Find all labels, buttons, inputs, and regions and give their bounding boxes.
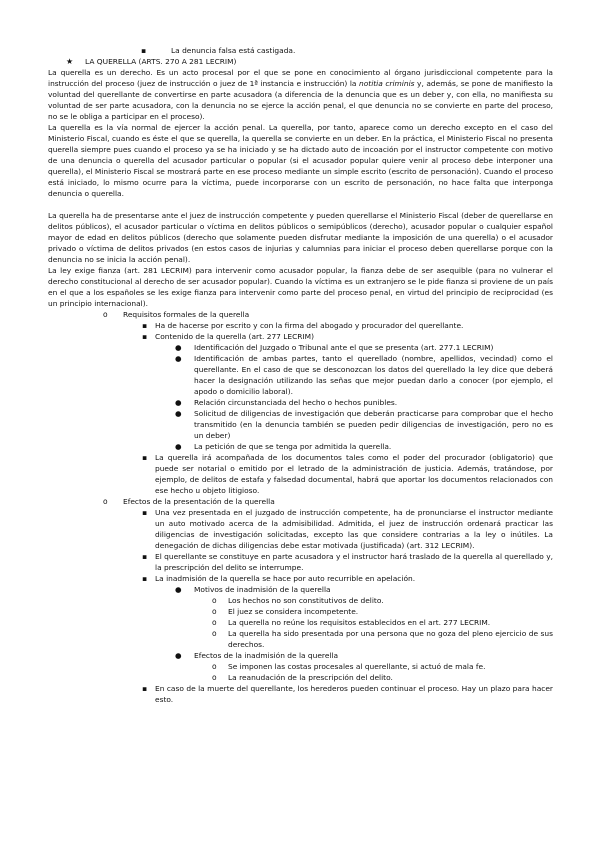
paragraph: La ley exige fianza (art. 281 LECRIM) para intervenir como acusador popular, la fianza debe de ser asequible (para no vulnerar el derecho constitucional al derecho de ser acusador popular). Cuando la víctima es un extranjero se le pide fianza si proviene de un país en el que a los españoles se les exige fianza para intervenir como parte del proceso penal, en virtud del principio de reciprocidad (es un principio internacional). — [48, 266, 553, 308]
circle-bullet-icon: o — [212, 662, 217, 671]
list-item — [48, 595, 553, 606]
square-bullet-icon: ▪ — [142, 321, 148, 330]
list-item — [48, 408, 553, 441]
square-bullet-icon: ▪ — [142, 552, 148, 561]
subsection-title: Efectos de la inadmisión de la querella — [194, 651, 339, 660]
list-item — [48, 342, 553, 353]
list-item — [48, 507, 553, 551]
list-item — [48, 45, 553, 56]
dot-bullet-icon: ● — [175, 651, 182, 660]
circle-bullet-icon: o — [212, 607, 217, 616]
list-item — [48, 606, 553, 617]
circle-bullet-icon: o — [212, 618, 217, 627]
section-title: Efectos de la presentación de la querella — [123, 497, 275, 506]
list-item — [48, 672, 553, 683]
subsection-title: Motivos de inadmisión de la querella — [194, 585, 331, 594]
list-item — [48, 573, 553, 584]
dot-bullet-icon: ● — [175, 585, 182, 594]
section-title: Requisitos formales de la querella — [123, 310, 250, 319]
list-item-text: Se imponen las costas procesales al querellante, si actuó de mala fe. — [228, 662, 486, 671]
paragraph — [48, 67, 553, 122]
square-bullet-icon: ▪ — [141, 46, 147, 55]
list-item — [48, 551, 553, 573]
list-item — [48, 320, 553, 331]
list-item-text: Ha de hacerse por escrito y con la firma del abogado y procurador del querellante. — [155, 321, 464, 330]
paragraph-text: y, además, se pone de manifiesto la voluntad del querellante de convertirse en parte acusadora (a diferencia de la denuncia que es un deber y, con ella, no manifiesta su voluntad de ser parte acusadora, con la denuncia no se ejerce la acción penal, el que denuncia no se convierte en parte del proceso, no se le obliga a participar en el proceso). — [48, 79, 553, 121]
list-item-text: Relación circunstanciada del hecho o hechos punibles. — [194, 398, 398, 407]
dot-bullet-icon: ● — [175, 409, 182, 418]
square-bullet-icon: ▪ — [142, 508, 148, 517]
paragraph: La querella ha de presentarse ante el juez de instrucción competente y pueden querellarse el Ministerio Fiscal (deber de querellarse en delitos públicos), el acusador particular o víctima en delitos públicos o semipúblicos (derecho), acusador popular o cualquier español mayor de edad en delitos públicos (derecho que solamente pueden disfrutar mediante la imposición de una querella) o el acusador privado o víctima de delitos privados (en estos casos de injurias y calumnias para iniciar el proceso deben querellarse porque con la denuncia no se inicia la acción penal). — [48, 211, 554, 264]
list-item — [48, 397, 553, 408]
dot-bullet-icon: ● — [175, 398, 182, 407]
circle-bullet-icon: o — [212, 629, 217, 638]
dot-bullet-icon: ● — [175, 343, 182, 352]
list-item-text: La inadmisión de la querella se hace por auto recurrible en apelación. — [155, 574, 416, 583]
list-item-text: La querella ha sido presentada por una persona que no goza del pleno ejercicio de sus derechos. — [228, 629, 553, 649]
list-item — [48, 650, 553, 661]
square-bullet-icon: ▪ — [142, 453, 148, 462]
square-bullet-icon: ▪ — [142, 332, 148, 341]
circle-bullet-icon: o — [103, 497, 108, 506]
list-item-text: Contenido de la querella (art. 277 LECRIM) — [155, 332, 314, 341]
list-item-text: El querellante se constituye en parte acusadora y el instructor hará traslado de la querella al querellado y, la prescripción del delito se interrumpe. — [155, 552, 553, 572]
list-item-text: La querella no reúne los requisitos establecidos en el art. 277 LECRIM. — [228, 618, 491, 627]
list-item-text: Los hechos no son constitutivos de delito. — [228, 596, 384, 605]
list-item — [48, 309, 553, 320]
heading-text: LA QUERELLA (ARTS. 270 A 281 LECRIM) — [85, 57, 237, 66]
dot-bullet-icon: ● — [175, 442, 182, 451]
list-item-text: Identificación de ambas partes, tanto el querellado (nombre, apellidos, vecindad) como el querellante. En el caso de que se desconozcan los datos del querellado la ley dice que deberá hacer la designación utilizando las señas que mejor puedan darlo a conocer (por ejemplo, el apodo o domicilio laboral). — [194, 354, 553, 396]
list-item-text: En caso de la muerte del querellante, los herederos pueden continuar el proceso. Hay un plazo para hacer esto. — [155, 684, 553, 704]
list-item-text: La petición de que se tenga por admitida la querella. — [194, 442, 392, 451]
list-item-text: La reanudación de la prescripción del delito. — [228, 673, 393, 682]
list-item-text: El juez se considera incompetente. — [228, 607, 359, 616]
square-bullet-icon: ▪ — [142, 684, 148, 693]
list-item-text: La querella irá acompañada de los documentos tales como el poder del procurador (obligatorio) que puede ser notarial o emitido por el letrado de la administración de justicia. Además, tratándose, por ejemplo, de delitos de estafa y falsedad documental, habrá que aportar los documentos relacionados con ese hecho u objeto litigioso. — [155, 453, 553, 495]
list-item — [48, 661, 553, 672]
list-item-text: Identificación del Juzgado o Tribunal ante el que se presenta (art. 277.1 LECRIM) — [194, 343, 494, 352]
spacer — [48, 199, 553, 210]
document-page — [48, 45, 553, 705]
list-item — [48, 441, 553, 452]
list-item-text: Una vez presentada en el juzgado de instrucción competente, ha de pronunciarse el instructor mediante un auto motivado acerca de la admisibilidad. Admitida, el juez de instrucción ordenará practicar las diligencias de investigación solicitadas, excepto las que considere contrarias a la ley o inútiles. La denegación de dichas diligencias debe estar motivada (justificada) (art. 312 LECRIM). — [155, 508, 553, 550]
paragraph-text: La querella es un derecho. Es un acto procesal por el que se pone en conocimiento al órgano jurisdiccional competente para la instrucción del proceso (juez de instrucción o juez de 1ª instancia e instrucción) la — [48, 68, 553, 88]
list-item — [48, 452, 553, 496]
list-item-text: La denuncia falsa está castigada. — [171, 46, 296, 55]
star-bullet-icon: ★ — [66, 57, 74, 66]
circle-bullet-icon: o — [103, 310, 108, 319]
circle-bullet-icon: o — [212, 596, 217, 605]
list-item — [48, 584, 553, 595]
list-item — [48, 496, 553, 507]
section-heading — [48, 56, 553, 67]
list-item — [48, 683, 553, 705]
square-bullet-icon: ▪ — [142, 574, 148, 583]
italic-term: notitia criminis — [359, 79, 415, 88]
list-item — [48, 617, 553, 628]
paragraph: La querella es la vía normal de ejercer la acción penal. La querella, por tanto, aparece como un derecho excepto en el caso del Ministerio Fiscal, cuando es éste el que se querella, la querella se convierte en un deber. En la práctica, el Ministerio Fiscal no presenta querella siempre pues cuando el proceso ya se ha iniciado y se ha dictado auto de incoación por el instructor competente con motivo de una denuncia o querella del acusador particular o popular (si el acusador popular quiere venir al proceso debe interponer una querella), el Ministerio Fiscal se mostrará parte en ese proceso mediante un simple escrito (escrito de personación). Cuando el proceso está iniciado, lo mismo ocurre para la víctima, puede incorporarse con un escrito de personación, no hace falta que interponga denuncia o querella. — [48, 123, 553, 198]
list-item — [48, 331, 553, 342]
list-item-text: Solicitud de diligencias de investigación que deberán practicarse para comprobar que el hecho transmitido (en la denuncia también se pueden pedir diligencias de investigación, pero no es un deber) — [194, 409, 553, 440]
list-item — [48, 628, 553, 650]
circle-bullet-icon: o — [212, 673, 217, 682]
list-item — [48, 353, 553, 397]
dot-bullet-icon: ● — [175, 354, 182, 363]
